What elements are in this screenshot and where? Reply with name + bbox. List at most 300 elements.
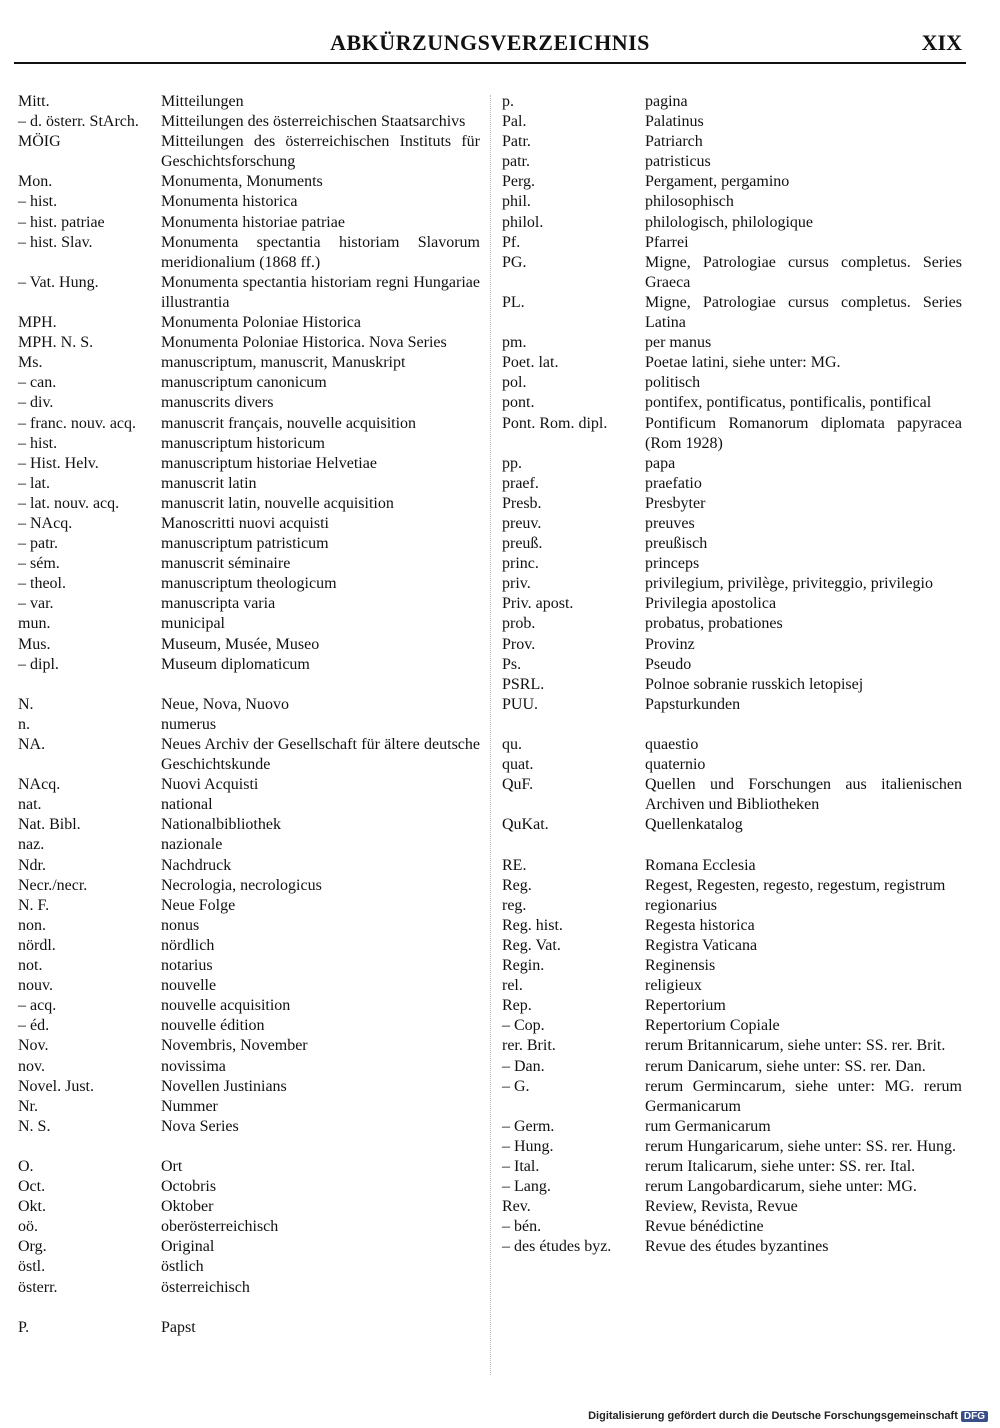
expansion: Monumenta Poloniae Historica: [161, 314, 361, 332]
glossary-entry: [18, 1157, 480, 1177]
abbreviation: Mus.: [18, 635, 51, 653]
expansion: Mitteilungen des österreichischen Staatsarchivs: [161, 113, 466, 131]
glossary-entry: [18, 132, 480, 172]
abbreviation: PL.: [502, 293, 525, 311]
abbreviation: – Ital.: [502, 1157, 540, 1175]
abbreviation: princ.: [502, 555, 539, 573]
glossary-entry: [18, 956, 480, 976]
glossary-entry: [18, 1177, 480, 1197]
abbreviation: – Germ.: [502, 1117, 555, 1135]
glossary-entry: [18, 815, 480, 835]
glossary-entry: [18, 655, 480, 675]
expansion: manuscrit français, nouvelle acquisition: [161, 414, 417, 432]
expansion: philologisch, philologique: [645, 213, 813, 231]
abbreviation: Presb.: [502, 494, 542, 512]
glossary-entry: [502, 1077, 962, 1117]
glossary-entry: [502, 494, 962, 514]
abbreviation: pol.: [502, 374, 527, 392]
glossary-entry: [502, 916, 962, 936]
expansion: rerum Langobardicarum, siehe unter: MG.: [645, 1178, 917, 1196]
expansion: quaternio: [645, 756, 706, 774]
abbreviation: – hist. Slav.: [18, 233, 93, 251]
expansion: rerum Danicarum, siehe unter: SS. rer. Dan.: [645, 1057, 926, 1075]
glossary-entry: [18, 835, 480, 855]
glossary-entry: [502, 675, 962, 695]
glossary-entry: [18, 434, 480, 454]
abbreviation: – des études byz.: [502, 1238, 612, 1256]
expansion: Papst: [161, 1318, 196, 1336]
expansion: rerum Germincarum, siehe unter: MG. rerum Germanicarum: [645, 1077, 962, 1115]
glossary-entry: [18, 1077, 480, 1097]
abbreviation: nördl.: [18, 936, 56, 954]
glossary-entry: [502, 393, 962, 413]
expansion: Mitteilungen: [161, 93, 244, 110]
expansion: Novellen Justinians: [161, 1077, 287, 1095]
glossary-entry: [502, 112, 962, 132]
expansion: Monumenta spectantia historiam Slavorum meridionalium (1868 ff.): [161, 233, 480, 271]
glossary-entry: [18, 1257, 480, 1277]
abbreviation: östl.: [18, 1258, 46, 1276]
glossary-entry: [18, 213, 480, 233]
glossary-entry: [18, 474, 480, 494]
abbreviation: rer. Brit.: [502, 1037, 556, 1055]
expansion: nouvelle acquisition: [161, 997, 291, 1015]
expansion: rerum Britannicarum, siehe unter: SS. rer. Brit.: [645, 1037, 946, 1055]
expansion: nouvelle édition: [161, 1017, 265, 1035]
expansion: regionarius: [645, 896, 717, 914]
abbreviation: – dipl.: [18, 655, 59, 673]
expansion: Quellenkatalog: [645, 816, 743, 834]
expansion: Museum, Musée, Museo: [161, 635, 320, 653]
glossary-entry: [502, 172, 962, 192]
expansion: Ort: [161, 1157, 183, 1175]
glossary-entry: [18, 353, 480, 373]
expansion: rerum Italicarum, siehe unter: SS. rer. Ital.: [645, 1157, 916, 1175]
abbreviation: N.: [18, 695, 34, 713]
expansion: Polnoe sobranie russkich letopisej: [645, 675, 864, 693]
footer-credit: Digitalisierung gefördert durch die Deutsche Forschungsgemeinschaft: [588, 1410, 958, 1422]
abbreviation: patr.: [502, 153, 530, 171]
page-title: ABKÜRZUNGSVERZEICHNIS: [330, 30, 650, 55]
glossary-entry: [18, 795, 480, 815]
glossary-entry: [18, 775, 480, 795]
glossary-entry: [502, 735, 962, 755]
expansion: Migne, Patrologiae cursus completus. Series Graeca: [645, 253, 962, 291]
abbreviation: NA.: [18, 736, 46, 753]
glossary-entry: [18, 454, 480, 474]
glossary-entry: [18, 414, 480, 434]
expansion: probatus, probationes: [645, 615, 783, 633]
expansion: municipal: [161, 615, 225, 633]
glossary-entry: [502, 976, 962, 996]
abbreviation: Reg. Vat.: [502, 936, 561, 954]
glossary-entry: [18, 976, 480, 996]
expansion: Monumenta historiae patriae: [161, 213, 345, 231]
expansion: Pseudo: [645, 655, 692, 673]
glossary-entry: [502, 594, 962, 614]
glossary-entry: [18, 92, 480, 112]
glossary-entry: [502, 1237, 962, 1257]
glossary-entry: [18, 876, 480, 896]
glossary-entry: [502, 152, 962, 172]
glossary-entry: [18, 715, 480, 735]
expansion: Museum diplomaticum: [161, 655, 310, 673]
abbreviation: Rev.: [502, 1198, 531, 1216]
expansion: preußisch: [645, 535, 708, 553]
glossary-entry: [18, 514, 480, 534]
expansion: Oktober: [161, 1198, 214, 1216]
abbreviation: pont.: [502, 394, 535, 412]
glossary-entry: [18, 192, 480, 212]
right-column: [502, 92, 962, 1257]
glossary-entry: [502, 815, 962, 835]
expansion: manuscriptum canonicum: [161, 374, 327, 392]
glossary-entry: [18, 996, 480, 1016]
expansion: Nachdruck: [161, 856, 232, 874]
abbreviation: Nov.: [18, 1037, 49, 1055]
expansion: nördlich: [161, 936, 215, 954]
abbreviation: Perg.: [502, 173, 536, 191]
footer: [588, 1410, 988, 1422]
expansion: Monumenta Poloniae Historica. Nova Series: [161, 334, 447, 352]
header-rule: [14, 62, 966, 64]
expansion: Poetae latini, siehe unter: MG.: [645, 354, 841, 372]
expansion: manuscrits divers: [161, 394, 274, 412]
abbreviation: preuv.: [502, 514, 542, 532]
glossary-entry: [18, 1197, 480, 1217]
abbreviation: PSRL.: [502, 675, 545, 693]
abbreviation: praef.: [502, 474, 539, 492]
glossary-entry: [18, 695, 480, 715]
expansion: Novembris, November: [161, 1037, 308, 1055]
abbreviation: Pont. Rom. dipl.: [502, 414, 608, 432]
expansion: Nummer: [161, 1097, 218, 1115]
expansion: Privilegia apostolica: [645, 595, 777, 613]
expansion: Nova Series: [161, 1117, 239, 1135]
abbreviation: Org.: [18, 1238, 47, 1256]
glossary-entry: [502, 936, 962, 956]
expansion: Repertorium Copiale: [645, 1017, 780, 1035]
left-column: [18, 92, 480, 1338]
expansion: Manoscritti nuovi acquisti: [161, 514, 329, 532]
abbreviation: Prov.: [502, 635, 536, 653]
abbreviation: oö.: [18, 1218, 38, 1236]
glossary-entry: [502, 474, 962, 494]
expansion: papa: [645, 454, 676, 472]
abbreviation: – d. österr. StArch.: [18, 113, 139, 131]
glossary-entry: [502, 1137, 962, 1157]
abbreviation: Pal.: [502, 113, 527, 131]
expansion: Presbyter: [645, 494, 706, 512]
expansion: manuscriptum theologicum: [161, 575, 337, 593]
expansion: religieux: [645, 977, 702, 995]
abbreviation: priv.: [502, 575, 531, 593]
abbreviation: – Hist. Helv.: [18, 454, 99, 472]
glossary-entry: [18, 936, 480, 956]
abbreviation: – var.: [18, 595, 54, 613]
abbreviation: n.: [18, 715, 30, 733]
expansion: manuscriptum historiae Helvetiae: [161, 454, 377, 472]
expansion: manuscripta varia: [161, 595, 276, 613]
expansion: Octobris: [161, 1178, 217, 1196]
expansion: per manus: [645, 334, 712, 352]
glossary-entry: [502, 293, 962, 333]
glossary-entry: [502, 876, 962, 896]
glossary-entry: [502, 635, 962, 655]
expansion: numerus: [161, 715, 217, 733]
abbreviation: not.: [18, 957, 43, 975]
expansion: Neues Archiv der Gesellschaft für ältere deutsche Geschichtskunde: [161, 736, 480, 774]
expansion: oberösterreichisch: [161, 1218, 279, 1236]
expansion: manuscriptum patristicum: [161, 535, 329, 553]
expansion: notarius: [161, 957, 213, 975]
expansion: Romana Ecclesia: [645, 856, 756, 874]
glossary-entry: [502, 213, 962, 233]
glossary-entry: [18, 273, 480, 313]
glossary-entry: [18, 1016, 480, 1036]
abbreviation: PUU.: [502, 695, 539, 713]
abbreviation: Rep.: [502, 997, 532, 1015]
abbreviation: – bén.: [502, 1218, 542, 1236]
abbreviation: – Hung.: [502, 1137, 554, 1155]
expansion: Revue bénédictine: [645, 1218, 764, 1236]
expansion: praefatio: [645, 474, 702, 492]
glossary-entry: [18, 896, 480, 916]
glossary-entry: [18, 1036, 480, 1056]
abbreviation: philol.: [502, 213, 544, 231]
abbreviation: – theol.: [18, 575, 66, 593]
expansion: Provinz: [645, 635, 695, 653]
glossary-entry: [502, 514, 962, 534]
glossary-entry: [18, 373, 480, 393]
abbreviation: nat.: [18, 796, 42, 814]
expansion: Neue Folge: [161, 896, 236, 914]
glossary-entry: [502, 353, 962, 373]
expansion: Palatinus: [645, 113, 704, 131]
abbreviation: nov.: [18, 1057, 45, 1075]
glossary-entry: [18, 1237, 480, 1257]
glossary-entry: [502, 1197, 962, 1217]
glossary-entry: [18, 594, 480, 614]
expansion: novissima: [161, 1057, 226, 1075]
abbreviation: Regin.: [502, 957, 545, 975]
glossary-entry: [18, 856, 480, 876]
expansion: Reginensis: [645, 957, 716, 975]
abbreviation: Nat. Bibl.: [18, 816, 81, 834]
abbreviation: – can.: [18, 374, 57, 392]
expansion: preuves: [645, 514, 695, 532]
abbreviation: O.: [18, 1157, 34, 1175]
expansion: Necrologia, necrologicus: [161, 876, 322, 894]
abbreviation: Pf.: [502, 233, 521, 251]
dfg-logo: DFG: [961, 1411, 988, 1422]
glossary-entry: [502, 1057, 962, 1077]
expansion: Regest, Regesten, regesto, regestum, registrum: [645, 876, 946, 894]
glossary-entry: [502, 695, 962, 715]
expansion: nouvelle: [161, 977, 217, 995]
expansion: Pontificum Romanorum diplomata papyracea (Rom 1928): [645, 414, 962, 452]
abbreviation: NAcq.: [18, 776, 61, 794]
expansion: Pergament, pergamino: [645, 173, 790, 191]
expansion: manuscriptum historicum: [161, 434, 325, 452]
abbreviation: Okt.: [18, 1198, 46, 1216]
expansion: princeps: [645, 555, 700, 573]
glossary-entry: [502, 233, 962, 253]
abbreviation: Priv. apost.: [502, 595, 574, 613]
expansion: Pfarrei: [645, 233, 689, 251]
glossary-entry: [502, 92, 962, 112]
abbreviation: Ms.: [18, 354, 43, 372]
column-divider: [490, 95, 491, 1375]
abbreviation: Necr./necr.: [18, 876, 88, 894]
abbreviation: – patr.: [18, 535, 58, 553]
expansion: pontifex, pontificatus, pontificalis, pontifical: [645, 394, 932, 412]
abbreviation: prob.: [502, 615, 536, 633]
abbreviation: non.: [18, 916, 46, 934]
expansion: rum Germanicarum: [645, 1117, 771, 1135]
glossary-entry: [502, 253, 962, 293]
abbreviation: N. F.: [18, 896, 50, 914]
abbreviation: österr.: [18, 1278, 58, 1296]
glossary-entry: [502, 414, 962, 454]
expansion: Nationalbibliothek: [161, 816, 281, 834]
abbreviation: pp.: [502, 454, 522, 472]
abbreviation: phil.: [502, 193, 531, 211]
expansion: Patriarch: [645, 133, 703, 151]
glossary-entry: [18, 1318, 480, 1338]
abbreviation: pm.: [502, 334, 527, 352]
abbreviation: naz.: [18, 836, 45, 854]
abbreviation: N. S.: [18, 1117, 51, 1135]
abbreviation: – G.: [502, 1077, 530, 1095]
abbreviation: – hist.: [18, 434, 58, 452]
expansion: politisch: [645, 374, 701, 392]
abbreviation: – Vat. Hung.: [18, 273, 99, 291]
abbreviation: – Dan.: [502, 1057, 545, 1075]
glossary-entry: [502, 574, 962, 594]
glossary-entry: [18, 574, 480, 594]
abbreviation: quat.: [502, 756, 534, 774]
expansion: manuscrit latin: [161, 474, 257, 492]
abbreviation: – div.: [18, 394, 54, 412]
expansion: Original: [161, 1238, 215, 1256]
glossary-entry: [18, 916, 480, 936]
expansion: Migne, Patrologiae cursus completus. Series Latina: [645, 293, 962, 332]
expansion: Monumenta spectantia historiam regni Hungariae illustrantia: [161, 273, 480, 311]
glossary-entry: [18, 1278, 480, 1298]
expansion: pagina: [645, 93, 688, 110]
expansion: Mitteilungen des österreichischen Instituts für Geschichtsforschung: [161, 133, 480, 171]
glossary-entry: [502, 333, 962, 353]
expansion: quaestio: [645, 736, 699, 753]
expansion: Revue des études byzantines: [645, 1238, 829, 1256]
abbreviation: reg.: [502, 896, 527, 914]
abbreviation: Mitt.: [18, 93, 50, 110]
glossary-entry: [18, 614, 480, 634]
abbreviation: – sém.: [18, 555, 60, 573]
glossary-entry: [502, 1217, 962, 1237]
glossary-entry: [18, 534, 480, 554]
expansion: philosophisch: [645, 193, 734, 211]
glossary-entry: [502, 896, 962, 916]
glossary-entry: [502, 132, 962, 152]
abbreviation: mun.: [18, 615, 51, 633]
glossary-entry: [18, 1057, 480, 1077]
abbreviation: MPH. N. S.: [18, 334, 94, 352]
glossary-entry: [502, 1036, 962, 1056]
abbreviation: – acq.: [18, 997, 57, 1015]
glossary-entry: [502, 373, 962, 393]
abbreviation: – NAcq.: [18, 514, 73, 532]
glossary-entry: [502, 1157, 962, 1177]
abbreviation: – Cop.: [502, 1017, 545, 1035]
glossary-entry: [18, 554, 480, 574]
expansion: national: [161, 796, 213, 814]
abbreviation: – éd.: [18, 1017, 50, 1035]
abbreviation: qu.: [502, 736, 522, 753]
expansion: Regesta historica: [645, 916, 755, 934]
glossary-entry: [18, 333, 480, 353]
expansion: nonus: [161, 916, 200, 934]
expansion: Monumenta historica: [161, 193, 298, 211]
abbreviation: Patr.: [502, 133, 531, 151]
glossary-entry: [18, 1117, 480, 1137]
abbreviation: Mon.: [18, 173, 53, 191]
abbreviation: Novel. Just.: [18, 1077, 94, 1095]
abbreviation: Nr.: [18, 1097, 38, 1115]
abbreviation: – Lang.: [502, 1178, 551, 1196]
glossary-entry: [18, 1217, 480, 1237]
glossary-entry: [502, 1117, 962, 1137]
abbreviation: – hist.: [18, 193, 58, 211]
expansion: manuscrit séminaire: [161, 555, 291, 573]
abbreviation: nouv.: [18, 977, 53, 995]
abbreviation: PG.: [502, 253, 527, 271]
expansion: östlich: [161, 1258, 204, 1276]
expansion: Papsturkunden: [645, 695, 741, 713]
glossary-entry: [18, 1097, 480, 1117]
abbreviation: – lat. nouv. acq.: [18, 494, 120, 512]
abbreviation: P.: [18, 1318, 30, 1336]
glossary-entry: [502, 775, 962, 815]
abbreviation: – hist. patriae: [18, 213, 105, 231]
expansion: Nuovi Acquisti: [161, 776, 259, 794]
abbreviation: Ps.: [502, 655, 522, 673]
glossary-entry: [502, 1016, 962, 1036]
abbreviation: RE.: [502, 856, 527, 874]
abbreviation: p.: [502, 93, 514, 110]
glossary-entry: [502, 534, 962, 554]
glossary-entry: [502, 554, 962, 574]
expansion: Registra Vaticana: [645, 936, 758, 954]
glossary-entry: [18, 635, 480, 655]
expansion: Quellen und Forschungen aus italienischen Archiven und Bibliotheken: [645, 776, 962, 814]
abbreviation: – lat.: [18, 474, 50, 492]
glossary-entry: [502, 614, 962, 634]
page-number: XIX: [921, 30, 962, 55]
abbreviation: QuKat.: [502, 816, 549, 834]
glossary-entry: [502, 655, 962, 675]
abbreviation: Oct.: [18, 1178, 46, 1196]
glossary-entry: [18, 494, 480, 514]
abbreviation: preuß.: [502, 535, 543, 553]
abbreviation: Ndr.: [18, 856, 46, 874]
expansion: österreichisch: [161, 1278, 250, 1296]
glossary-entry: [502, 755, 962, 775]
glossary-entry: [18, 172, 480, 192]
glossary-entry: [502, 192, 962, 212]
glossary-entry: [18, 313, 480, 333]
